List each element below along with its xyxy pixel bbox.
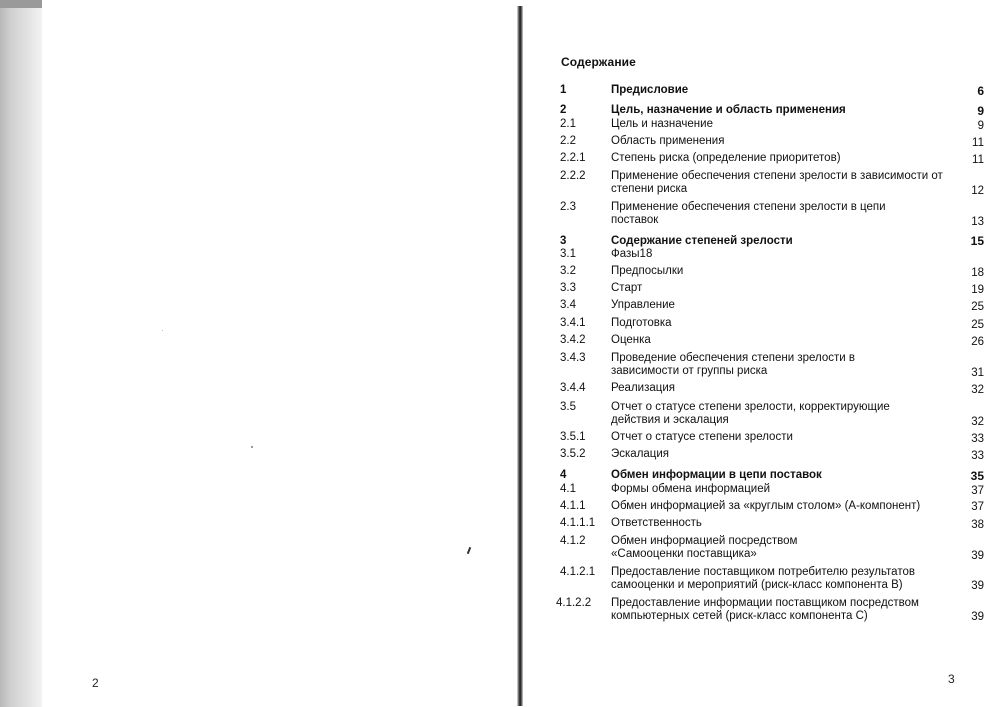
toc-entry-number: 3.4.1 <box>560 317 586 329</box>
toc-entry-title: Проведение обеспечения степени зрелости в зависимости от группы риска <box>611 352 856 377</box>
toc-entry-title: Эскалация <box>611 448 670 460</box>
toc-entry-page: 9 <box>977 104 984 118</box>
toc-entry-title: Старт <box>611 282 643 294</box>
toc-entry-number: 3.5 <box>560 401 576 413</box>
toc-entry-number: 2.3 <box>560 201 576 213</box>
toc-entry-title: Подготовка <box>611 317 672 329</box>
toc-entry-number: 2.2 <box>560 135 576 147</box>
toc-entry-number: 3.3 <box>560 282 576 294</box>
toc-entry-title: Фазы18 <box>611 248 653 260</box>
toc-entry-title: Применение обеспечения степени зрелости в зависимости от степени риска <box>611 170 943 195</box>
toc-entry-page: 37 <box>971 501 984 513</box>
toc-entry-number: 3.4.3 <box>560 352 586 364</box>
toc-entry-page: 39 <box>971 550 984 562</box>
page-edge-shadow <box>0 0 42 707</box>
toc-entry-title: Оценка <box>611 334 651 346</box>
right-page <box>523 0 1000 707</box>
toc-entry-number: 2.1 <box>560 118 576 130</box>
toc-entry-page: 6 <box>977 84 984 98</box>
toc-entry-page: 38 <box>971 519 984 531</box>
toc-entry-number: 3 <box>560 235 567 247</box>
toc-entry-page: 12 <box>971 185 984 197</box>
toc-entry-title: Степень риска (определение приоритетов) <box>611 152 841 164</box>
toc-entry-number: 4.1.2.1 <box>560 566 596 578</box>
page-edge-top <box>0 0 42 8</box>
toc-entry-title: Предоставление информации поставщиком посредством компьютерных сетей (риск-класс компонента С) <box>611 597 919 622</box>
toc-entry-number: 2 <box>560 104 567 116</box>
toc-entry-number: 1 <box>560 84 567 96</box>
toc-entry-page: 33 <box>971 433 984 445</box>
left-page <box>42 0 517 707</box>
toc-heading: Содержание <box>561 55 636 69</box>
toc-entry-number: 3.4 <box>560 299 576 311</box>
toc-entry-number: 3.5.1 <box>560 431 586 443</box>
toc-entry-title: Обмен информацией посредством «Самооценки поставщика» <box>611 535 798 560</box>
toc-entry-number: 4.1.1.1 <box>560 517 596 529</box>
toc-entry-page: 39 <box>971 580 984 592</box>
toc-entry-page: 33 <box>971 450 984 462</box>
toc-entry-number: 3.4.2 <box>560 334 586 346</box>
toc-entry-title: Предпосылки <box>611 265 684 277</box>
toc-entry-number: 4 <box>560 469 567 481</box>
toc-entry-title: Предоставление поставщиком потребителю результатов самооценки и мероприятий (риск-класс компонента В) <box>611 566 915 591</box>
toc-entry-title: Ответственность <box>611 517 702 529</box>
toc-entry-page: 37 <box>971 485 984 497</box>
toc-entry-page: 39 <box>971 611 984 623</box>
scan-speck <box>251 446 253 448</box>
toc-entry-title: Содержание степеней зрелости <box>611 235 793 247</box>
toc-entry-title: Обмен информацией за «круглым столом» (А-компонент) <box>611 500 921 512</box>
toc-entry-number: 3.1 <box>560 248 576 260</box>
toc-entry-title: Управление <box>611 299 675 311</box>
toc-entry-page: 26 <box>971 336 984 348</box>
toc-entry-page: 18 <box>971 267 984 279</box>
toc-entry-number: 3.4.4 <box>560 382 586 394</box>
toc-entry-number: 2.2.1 <box>560 152 586 164</box>
toc-entry-title: Область применения <box>611 135 725 147</box>
toc-entry-number: 4.1.1 <box>560 500 586 512</box>
toc-entry-title: Отчет о статусе степени зрелости, корректирующие действия и эскалация <box>611 401 890 426</box>
toc-entry-page: 32 <box>971 416 984 428</box>
toc-entry-page: 11 <box>972 154 984 166</box>
toc-entry-page: 25 <box>971 301 984 313</box>
toc-entry-title: Предисловие <box>611 84 689 96</box>
toc-entry-page: 32 <box>971 384 984 396</box>
toc-entry-page: 35 <box>970 469 984 483</box>
left-page-number: 2 <box>92 676 99 690</box>
toc-entry-page: 15 <box>970 234 984 248</box>
toc-entry-number: 4.1 <box>560 483 576 495</box>
toc-entry-number: 4.1.2.2 <box>556 597 592 609</box>
right-page-number: 3 <box>948 672 955 686</box>
toc-entry-title: Реализация <box>611 382 675 394</box>
toc-entry-number: 2.2.2 <box>560 170 586 182</box>
scan-speck <box>467 547 471 554</box>
toc-entry-title: Цель и назначение <box>611 118 713 130</box>
toc-entry-title: Формы обмена информацией <box>611 483 771 495</box>
toc-entry-page: 25 <box>971 319 984 331</box>
toc-entry-title: Обмен информации в цепи поставок <box>611 469 822 481</box>
toc-entry-number: 4.1.2 <box>560 535 586 547</box>
toc-entry-page: 9 <box>977 120 984 132</box>
toc-entry-title: Отчет о статусе степени зрелости <box>611 431 793 443</box>
toc-entry-page: 19 <box>971 284 984 296</box>
scan-speck <box>162 330 163 331</box>
toc-entry-number: 3.5.2 <box>560 448 586 460</box>
toc-entry-title: Цель, назначение и область применения <box>611 104 846 116</box>
toc-entry-page: 31 <box>971 367 984 379</box>
toc-entry-number: 3.2 <box>560 265 576 277</box>
toc-entry-page: 13 <box>971 216 984 228</box>
toc-entry-page: 11 <box>972 137 984 149</box>
toc-entry-title: Применение обеспечения степени зрелости в цепи поставок <box>611 201 886 226</box>
